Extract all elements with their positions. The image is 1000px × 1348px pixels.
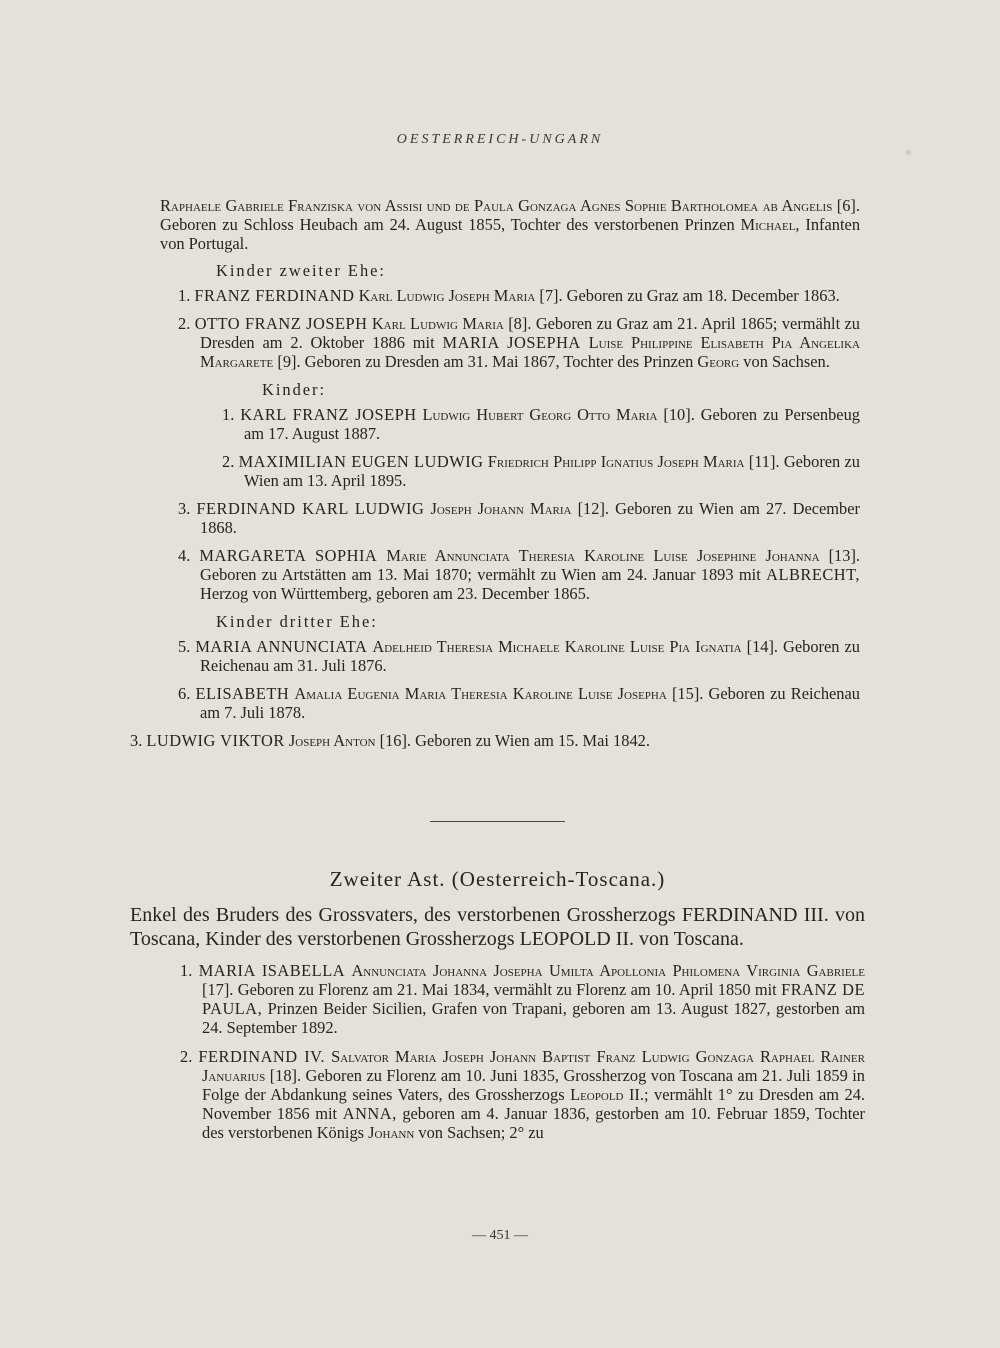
- entry-5: [178, 637, 860, 675]
- subentry-2: [222, 452, 860, 490]
- entry-number: 4.: [178, 546, 191, 565]
- entry-text: [15]. Geboren zu Reichenau am 7. Juli 1878.: [200, 684, 860, 722]
- entry-name: FERDINAND KARL LUDWIG: [196, 499, 425, 518]
- entry-text: Herzog von Württemberg, geboren am 23. December 1865.: [200, 584, 590, 603]
- entry-text: [12]. Geboren zu Wien am 27. December 1868.: [200, 499, 860, 537]
- running-head: OESTERREICH-UNGARN: [396, 132, 604, 147]
- entry-text: [17]. Geboren zu Florenz am 21. Mai 1834, vermählt zu Florenz am 10. April 1850 mit: [202, 980, 777, 999]
- section-divider: [430, 821, 565, 822]
- spouse-name: ALBRECHT,: [766, 565, 860, 584]
- entry-text: [10]. Geboren zu Persenbeug am 17. August 1887.: [244, 405, 860, 443]
- entry-number: 6.: [178, 684, 191, 703]
- entry-number: 1.: [222, 405, 235, 424]
- entry-name: FERDINAND IV.: [198, 1047, 325, 1066]
- text: Geboren zu Schloss Heubach am 24. August 1855, Tochter des verstorbenen Prinzen: [160, 215, 735, 234]
- entry-number: 2.: [180, 1047, 193, 1066]
- entry-given-names: Annunciata Johanna Josepha Umilta Apollonia Philomena Virginia Gabriele: [351, 961, 865, 980]
- entry-number: 5.: [178, 637, 191, 656]
- entry-given-names: Salvator Maria Joseph Johann Baptist Franz Ludwig Gonzaga Raphael Rainer Januarius: [202, 1047, 865, 1085]
- continuation-paragraph: [160, 196, 860, 253]
- entry-text: Prinzen Beider Sicilien, Grafen von Trapani, geboren am 13. August 1827, gestorben am 24. September 1892.: [202, 999, 865, 1037]
- entry-text: [16]. Geboren zu Wien am 15. Mai 1842.: [379, 731, 650, 750]
- entry-name: MARGARETA SOPHIA: [199, 546, 378, 565]
- entry-number: 3.: [130, 731, 143, 750]
- subheading-kinder-dritter-ehe: Kinder dritter Ehe:: [216, 612, 378, 631]
- subheading-kinder: Kinder:: [262, 380, 327, 399]
- name-smallcaps: Georg: [697, 352, 740, 371]
- section-zweiter-ast: [130, 867, 865, 1152]
- section-intro: Enkel des Bruders des Grossvaters, des verstorbenen Grossherzogs FERDINAND III. von Toscana, Kinder des verstorbenen Grossherzogs LEOPOLD II. von Toscana.: [130, 904, 865, 950]
- entry-given-names: Adelheid Theresia Michaele Karoline Luise Pia Ignatia: [372, 637, 742, 656]
- entry-text: von Sachsen.: [743, 352, 830, 371]
- entry-given-names: Friedrich Philipp Ignatius Joseph Maria: [487, 452, 745, 471]
- entry-name: MARIA ISABELLA: [198, 961, 346, 980]
- entry-name: LUDWIG VIKTOR: [146, 731, 285, 750]
- entry-3: [178, 499, 860, 537]
- entry-number: 2.: [222, 452, 235, 471]
- text: Infanten von Portugal.: [160, 215, 861, 253]
- entry-1: [178, 286, 860, 305]
- entry-text: von Sachsen; 2° zu: [418, 1123, 544, 1142]
- entry-given-names: Ludwig Hubert Georg Otto Maria: [422, 405, 658, 424]
- entry-given-names: Karl Ludwig Joseph Maria: [358, 286, 536, 305]
- section-title: Zweiter Ast. (Oesterreich-Toscana.): [329, 867, 666, 891]
- entry-name: MAXIMILIAN EUGEN LUDWIG: [238, 452, 484, 471]
- spouse-name: FRANZ DE PAULA,: [202, 980, 865, 1018]
- entry-number: 2.: [178, 314, 191, 333]
- entry-text: [14]. Geboren zu Reichenau am 31. Juli 1876.: [200, 637, 860, 675]
- name-smallcaps: Johann: [368, 1123, 415, 1142]
- page-number: — 451 —: [472, 1228, 528, 1243]
- subheading-kinder-zweiter-ehe: Kinder zweiter Ehe:: [216, 261, 386, 280]
- entry-name: FRANZ FERDINAND: [194, 286, 355, 305]
- entry-text: [7]. Geboren zu Graz am 18. December 1863.: [539, 286, 840, 305]
- entry-ludwig-viktor: [130, 731, 860, 750]
- entry-name: ELISABETH: [195, 684, 290, 703]
- name-smallcaps: Michael,: [740, 215, 800, 234]
- entry-text: [18]. Geboren zu Florenz am 10. Juni 1835, Grossherzog von Toscana am 21. Juli 1859 in Folge der Abdankung seines Vaters, des Grossherzogs: [202, 1066, 865, 1104]
- section2-entry-1: [180, 961, 865, 1037]
- entry-number: 1.: [180, 961, 193, 980]
- entry-4: [178, 546, 860, 603]
- genealogy-body: [130, 196, 861, 759]
- reference: [6].: [836, 196, 860, 215]
- entry-text: [9]. Geboren zu Dresden am 31. Mai 1867, Tochter des Prinzen: [277, 352, 694, 371]
- entry-text: geboren am 4. Januar 1836, gestorben am 10. Februar 1859, Tochter des verstorbenen Königs: [202, 1104, 865, 1142]
- entry-given-names: Joseph Anton: [288, 731, 376, 750]
- entry-name: MARIA ANNUNCIATA: [195, 637, 368, 656]
- name-smallcaps: Raphaele Gabriele Franziska von Assisi und de Paula Gonzaga Agnes Sophie Bartholomea ab Angelis: [160, 196, 833, 215]
- entry-given-names: Karl Ludwig Maria: [371, 314, 504, 333]
- entry-2: [178, 314, 860, 371]
- entry-given-names: Amalia Eugenia Maria Theresia Karoline Luise Josepha: [294, 684, 667, 703]
- spouse-name: MARIA JOSEPHA: [442, 333, 581, 352]
- paper-speck: [906, 150, 911, 155]
- entry-6: [178, 684, 860, 722]
- entry-text: [13]. Geboren zu Artstätten am 13. Mai 1870; vermählt zu Wien am 24. Januar 1893 mit: [200, 546, 860, 584]
- spouse-given-names: Luise Philippine Elisabeth Pia Angelika Margarete: [200, 333, 860, 371]
- entry-number: 3.: [178, 499, 191, 518]
- section2-entry-2: [180, 1047, 865, 1142]
- entry-given-names: Joseph Johann Maria: [430, 499, 572, 518]
- entry-text: vermählt 1° zu Dresden am 24. November 1856 mit: [202, 1085, 865, 1123]
- entry-name: KARL FRANZ JOSEPH: [240, 405, 417, 424]
- entry-text: [11]. Geboren zu Wien am 13. April 1895.: [244, 452, 860, 490]
- name-smallcaps: Leopold II.;: [570, 1085, 649, 1104]
- entry-given-names: Marie Annunciata Theresia Karoline Luise Josephine Johanna: [386, 546, 820, 565]
- entry-text: [8]. Geboren zu Graz am 21. April 1865; vermählt zu Dresden am 2. Oktober 1886 mit: [200, 314, 860, 352]
- entry-number: 1.: [178, 286, 191, 305]
- entry-name: OTTO FRANZ JOSEPH: [194, 314, 368, 333]
- subentry-1: [222, 405, 860, 443]
- spouse-name: ANNA,: [342, 1104, 397, 1123]
